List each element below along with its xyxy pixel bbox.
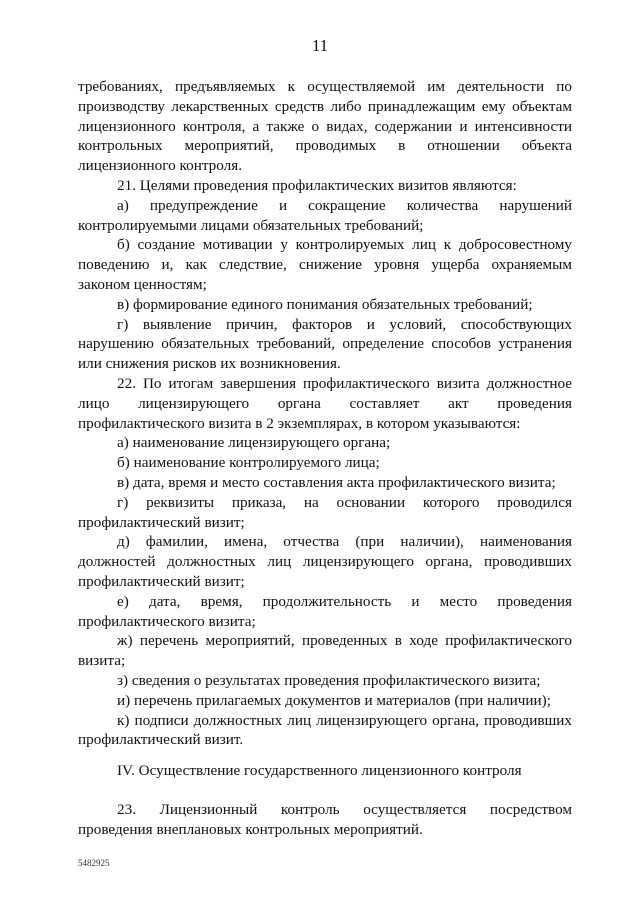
text-line: в) формирование единого понимания обязательных требований; <box>117 295 533 313</box>
text-line: 21. Целями проведения профилактических визитов являются: <box>117 176 517 194</box>
text-line: требованиях, предъявляемых к осуществляемой им деятельности по <box>78 78 572 95</box>
text-line: лицо лицензирующего органа составляет акт проведения <box>78 394 572 412</box>
text-line: б) наименование контролируемого лица; <box>117 454 380 472</box>
paragraph <box>78 453 572 473</box>
text-line: профилактический визит. <box>78 731 244 749</box>
text-line: б) создание мотивации у контролируемых лиц к добросовестному <box>117 236 572 254</box>
paragraph <box>78 235 572 294</box>
paragraph <box>78 631 572 671</box>
text-line: к) подписи должностных лиц лицензирующего органа, проводивших <box>117 711 572 729</box>
text-line: профилактический визит; <box>78 513 245 531</box>
text-line: производству лекарственных средств либо принадлежащим ему объектам <box>78 97 572 115</box>
paragraph <box>78 196 572 236</box>
text-line: 22. По итогам завершения профилактического визита должностное <box>117 374 572 392</box>
document-body <box>78 77 572 839</box>
document-code: 5482925 <box>78 858 110 868</box>
paragraph <box>78 671 572 691</box>
paragraph <box>78 433 572 453</box>
paragraph <box>78 800 572 840</box>
text-line: профилактического визита; <box>78 612 256 630</box>
text-line: лицензионного контроля. <box>78 157 243 175</box>
paragraph-23 <box>78 800 572 840</box>
text-line: законом ценностям; <box>78 275 207 293</box>
paragraph <box>78 315 572 374</box>
paragraph <box>78 295 572 315</box>
text-line: поведению и, как следствие, снижение уровня ущерба охраняемым <box>78 256 572 274</box>
text-line: контрольных мероприятий, проводимых в отношении объекта <box>78 137 572 155</box>
text-line: 23. Лицензионный контроль осуществляется посредством <box>117 800 572 818</box>
text-line: д) фамилии, имена, отчества (при наличии), наименования <box>117 533 572 551</box>
text-line: и) перечень прилагаемых документов и материалов (при наличии); <box>117 691 551 709</box>
text-line: контролируемыми лицами обязательных требований; <box>78 216 424 234</box>
page-number: 11 <box>311 36 329 55</box>
text-line: должностей должностных лиц лицензирующего органа, проводивших <box>78 553 572 571</box>
text-line: в) дата, время и место составления акта профилактического визита; <box>117 473 556 491</box>
text-line: е) дата, время, продолжительность и место проведения <box>117 592 572 610</box>
text-line: лицензионного контроля, а также о видах, содержании и интенсивности <box>78 117 572 135</box>
text-line: а) предупреждение и сокращение количества нарушений <box>117 196 572 214</box>
paragraph <box>78 691 572 711</box>
text-line: нарушению обязательных требований, определение способов устранения <box>78 335 572 353</box>
paragraph <box>78 473 572 493</box>
paragraph <box>78 493 572 533</box>
text-line: профилактический визит; <box>78 572 245 590</box>
paragraph <box>78 532 572 591</box>
text-line: г) выявление причин, факторов и условий, способствующих <box>117 315 572 333</box>
paragraph <box>78 711 572 751</box>
paragraph <box>78 77 572 176</box>
section-heading: IV. Осуществление государственного лицензионного контроля <box>117 762 522 780</box>
paragraph-list <box>78 77 572 750</box>
text-line: профилактического визита в 2 экземплярах, в котором указываются: <box>78 414 521 432</box>
text-line: г) реквизиты приказа, на основании которого проводился <box>117 493 572 511</box>
text-line: визита; <box>78 652 126 670</box>
text-line: ж) перечень мероприятий, проведенных в ходе профилактического <box>117 632 572 650</box>
text-line: проведения внеплановых контрольных мероприятий. <box>78 820 423 838</box>
paragraph <box>78 176 572 196</box>
text-line: или снижения рисков их возникновения. <box>78 355 341 373</box>
paragraph <box>78 374 572 433</box>
text-line: а) наименование лицензирующего органа; <box>117 434 391 452</box>
paragraph <box>78 592 572 632</box>
text-line: з) сведения о результатах проведения профилактического визита; <box>117 671 541 689</box>
